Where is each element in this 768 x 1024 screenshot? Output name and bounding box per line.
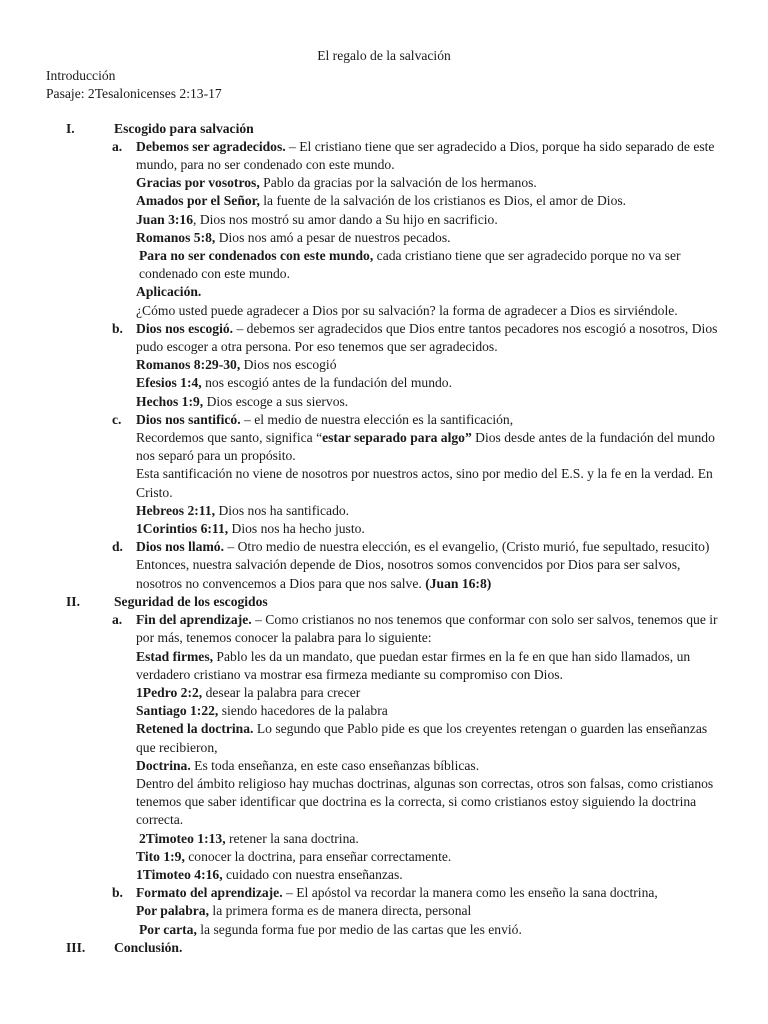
bold-term: Hebreos 2:11, (136, 502, 216, 518)
text-line (136, 192, 718, 210)
text-line (136, 356, 718, 374)
line-text: Esta santificación no viene de nosotros por nuestros actos, sino por medio del E.S. y la fe en la verdad. En Cristo. (136, 466, 713, 500)
bold-term: Juan 3:16 (136, 211, 194, 227)
text-line (136, 465, 718, 501)
bold-term: Aplicación. (136, 284, 202, 300)
bold-term: Romanos 8:29-30, (136, 357, 241, 373)
document-title: El regalo de la salvación (317, 48, 451, 63)
bold-term: 1Timoteo 4:16, (136, 866, 223, 882)
line-text: Pablo da gracias por la salvación de los hermanos. (259, 175, 537, 191)
text-line (136, 866, 718, 884)
line-text: nos escogió antes de la fundación del mundo. (201, 375, 452, 391)
text-line (136, 138, 718, 174)
bold-term: 2Timoteo 1:13, (139, 830, 226, 846)
text-line (136, 393, 718, 411)
line-text: Dios nos amó a pesar de nuestros pecados. (215, 229, 451, 245)
bold-term: Formato del aprendizaje. (136, 885, 283, 901)
bold-term: 1Pedro 2:2, (136, 684, 203, 700)
text-line (136, 520, 718, 538)
text-line (136, 502, 718, 520)
line-text: – Como cristianos no nos tenemos que conformar con solo ser salvos, tenemos que ir por más, tenemos conocer la palabra para lo siguiente: (136, 612, 718, 646)
bold-term: Por palabra, (136, 903, 210, 919)
bold-term: estar separado para algo” (322, 430, 472, 446)
sermon-outline (0, 120, 768, 957)
outline-subpoint (112, 538, 718, 593)
bold-term: Romanos 5:8, (136, 229, 216, 245)
line-text: Dios nos ha santificado. (215, 502, 350, 518)
outline-subpoint (112, 320, 718, 411)
line-text: Dios desde antes de la fundación del mundo nos separó para un propósito. (136, 430, 715, 464)
bold-term: Dios nos escogió. (136, 320, 234, 336)
outline-subpoint (112, 138, 718, 320)
text-line (136, 174, 718, 192)
text-line (136, 648, 718, 684)
bold-term: 1Corintios 6:11, (136, 521, 229, 537)
line-text: Recordemos que santo, significa “ (136, 430, 323, 446)
outline-subpoint (112, 884, 718, 939)
bold-term: Tito 1:9, (136, 848, 185, 864)
bold-term: Santiago 1:22, (136, 703, 219, 719)
line-text: Dios nos escogió (240, 357, 337, 373)
text-line (136, 702, 718, 720)
line-text: la primera forma es de manera directa, personal (209, 903, 472, 919)
section-heading: Seguridad de los escogidos (114, 593, 268, 609)
line-text: conocer la doctrina, para enseñar correctamente. (184, 848, 452, 864)
subpoint-letter: c. (112, 411, 122, 427)
text-line (136, 556, 718, 592)
bold-term: Dios nos santificó. (136, 411, 241, 427)
text-line (136, 684, 718, 702)
outline-section (0, 120, 768, 593)
text-line (136, 921, 718, 939)
line-text: – El apóstol va recordar la manera como les enseño la sana doctrina, (282, 885, 658, 901)
bold-term: Fin del aprendizaje. (136, 612, 252, 628)
line-text: la fuente de la salvación de los cristianos es Dios, el amor de Dios. (259, 193, 627, 209)
text-line (136, 538, 718, 556)
outline-section (0, 593, 768, 939)
text-line (136, 902, 718, 920)
text-line (136, 302, 718, 320)
text-line (136, 211, 718, 229)
bold-term: Amados por el Señor, (136, 193, 260, 209)
outline-subpoint (112, 411, 718, 538)
line-text: Dios escoge a sus siervos. (203, 393, 349, 409)
section-number: III. (66, 939, 86, 955)
line-text: – Otro medio de nuestra elección, es el evangelio, (Cristo murió, fue sepultado, resucito) (224, 539, 710, 555)
line-text: cuidado con nuestra enseñanzas. (222, 866, 403, 882)
bold-term: Efesios 1:4, (136, 375, 202, 391)
line-text: Es toda enseñanza, en este caso enseñanzas bíblicas. (190, 757, 480, 773)
subpoint-letter: a. (112, 612, 123, 628)
text-line (136, 775, 718, 830)
text-line (136, 411, 718, 429)
line-text: Lo segundo que Pablo pide es que los creyentes retengan o guarden las enseñanzas que recibieron, (136, 721, 708, 755)
passage-reference: Pasaje: 2Tesalonicenses 2:13-17 (46, 86, 222, 102)
text-line (136, 848, 718, 866)
line-text: desear la palabra para crecer (202, 684, 361, 700)
subpoint-letter: b. (112, 885, 123, 901)
subpoint-letter: a. (112, 138, 123, 154)
bold-term: Retened la doctrina. (136, 721, 254, 737)
text-line (136, 884, 718, 902)
line-text: – debemos ser agradecidos que Dios entre tantos pecadores nos escogió a nosotros, Dios pudo escoger a otra persona. Por eso tenemos que ser agradecidos. (136, 320, 718, 355)
bold-term: Por carta, (139, 921, 197, 937)
line-text: siendo hacedores de la palabra (218, 703, 388, 719)
line-text: ¿Cómo usted puede agradecer a Dios por su salvación? la forma de agradecer a Dios es sirviéndole. (136, 302, 678, 318)
text-line (136, 229, 718, 247)
bold-term: Dios nos llamó. (136, 539, 224, 555)
outline-subpoint (112, 611, 718, 884)
outline-section (0, 939, 768, 957)
section-heading: Escogido para salvación (114, 120, 254, 136)
line-text: – El cristiano tiene que ser agradecido a Dios, porque ha sido separado de este mundo, para no ser condenado con este mundo. (136, 138, 715, 173)
section-number: II. (66, 593, 80, 609)
line-text: la segunda forma fue por medio de las cartas que les envió. (196, 921, 522, 937)
text-line (136, 283, 718, 301)
text-line (136, 720, 718, 756)
bold-term: Para no ser condenados con este mundo, (139, 248, 374, 264)
section-number: I. (66, 120, 75, 136)
line-text: , Dios nos mostró su amor dando a Su hijo en sacrificio. (193, 211, 498, 227)
text-line (136, 429, 718, 465)
line-text: Dentro del ámbito religioso hay muchas doctrinas, algunas son correctas, otros son falsas, como cristianos tenemos que saber identificar que doctrina es la correcta, si como cristianos estoy siguiendo la doctrina correcta. (136, 775, 714, 828)
line-text: Pablo les da un mandato, que puedan estar firmes en la fe en que han sido llamados, un verdadero cristiano va mostrar esa firmeza mediante su compromiso con Dios. (136, 648, 691, 682)
bold-term: Estad firmes, (136, 648, 214, 664)
text-line (136, 320, 718, 356)
section-heading: Conclusión. (114, 939, 183, 955)
bold-term: (Juan 16:8) (425, 575, 492, 591)
bold-term: Gracias por vosotros, (136, 175, 260, 191)
subpoint-letter: b. (112, 320, 123, 336)
line-text: retener la sana doctrina. (225, 830, 359, 846)
line-text: Entonces, nuestra salvación depende de Dios, nosotros somos convencidos por Dios para ser salvos, nosotros no convencemos a Dios para que nos salve. (136, 557, 681, 591)
line-text: cada cristiano tiene que ser agradecido porque no va ser condenado con este mundo. (139, 248, 681, 282)
bold-term: Debemos ser agradecidos. (136, 138, 286, 154)
intro-label: Introducción (46, 68, 116, 84)
text-line (136, 757, 718, 775)
text-line (136, 247, 718, 283)
text-line (136, 374, 718, 392)
subpoint-letter: d. (112, 539, 123, 555)
text-line (136, 611, 718, 647)
line-text: Dios nos ha hecho justo. (228, 521, 365, 537)
text-line (136, 830, 718, 848)
line-text: – el medio de nuestra elección es la santificación, (240, 411, 514, 427)
bold-term: Hechos 1:9, (136, 393, 204, 409)
bold-term: Doctrina. (136, 757, 191, 773)
